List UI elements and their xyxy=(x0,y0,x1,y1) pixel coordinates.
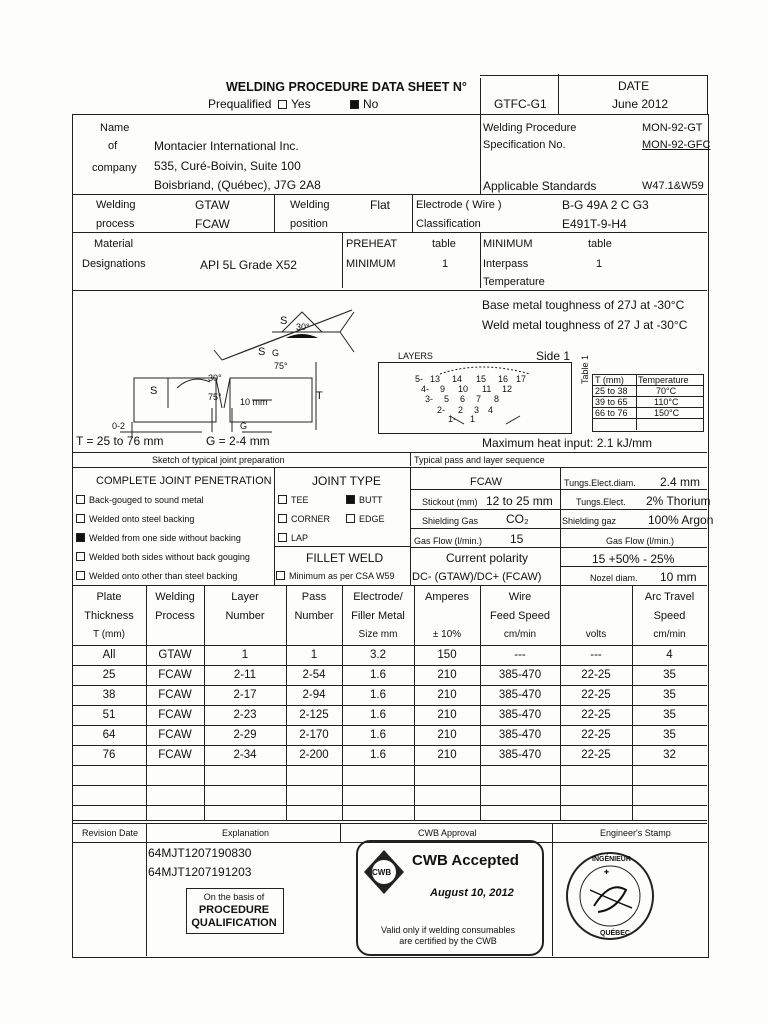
preheat-label-1: PREHEAT xyxy=(346,238,398,250)
wps-label-1: Welding Procedure xyxy=(483,122,577,134)
tungsten-elect-label: Tungs.Elect. xyxy=(576,497,626,507)
gap-range: G = 2-4 mm xyxy=(206,434,270,448)
penetration-option-1[interactable] xyxy=(76,495,204,505)
pass-14: 14 xyxy=(452,374,463,384)
nozzle-value: 10 mm xyxy=(660,570,697,584)
param-header-5-0: Amperes xyxy=(424,591,470,603)
penetration-option-4-label: Welded both sides without back gouging xyxy=(89,552,250,562)
tungsten-diam-value: 2.4 mm xyxy=(660,475,701,489)
name-label: Name xyxy=(100,122,130,134)
param-header-1-0: Welding xyxy=(155,591,195,603)
stickout-label: Stickout (mm) xyxy=(422,497,478,507)
param-cell-2-1: FCAW xyxy=(158,689,192,701)
pass-15: 15 xyxy=(476,374,487,384)
fillet-checkbox[interactable] xyxy=(276,571,285,580)
layer-2: 2- xyxy=(437,405,446,415)
pass-16: 16 xyxy=(498,374,509,384)
param-cell-5-3: 2-200 xyxy=(299,749,329,761)
cwb-date: August 10, 2012 xyxy=(430,887,514,899)
wps-label-2: Specification No. xyxy=(483,139,566,151)
param-cell-3-1: FCAW xyxy=(158,709,192,721)
penetration-option-2-label: Welded onto steel backing xyxy=(89,514,195,524)
param-cell-4-5: 210 xyxy=(437,729,457,741)
standards-value: W47.1&W59 xyxy=(642,180,704,192)
position-label-2: position xyxy=(290,218,328,230)
interpass-label-3: Temperature xyxy=(483,276,545,288)
temp-row-1-temp: 70°C xyxy=(656,386,677,396)
fcaw-gas-value: CO₂ xyxy=(506,512,529,526)
stickout-value: 12 to 25 mm xyxy=(486,494,553,508)
lap-label: LAP xyxy=(291,533,309,543)
param-cell-1-6: 385-470 xyxy=(498,669,542,681)
param-header-6-2: cm/min xyxy=(503,629,537,640)
layer-3: 3- xyxy=(425,394,434,404)
electrode-label-2: Classification xyxy=(416,218,481,230)
tee-checkbox[interactable] xyxy=(278,495,287,504)
penetration-option-5[interactable] xyxy=(76,571,237,581)
param-header-0-2: T (mm) xyxy=(92,629,126,640)
pass-10: 10 xyxy=(458,384,469,394)
side-label: Side 1 xyxy=(536,349,571,363)
interpass-value: 1 xyxy=(596,258,603,270)
param-cell-1-8: 35 xyxy=(663,669,676,681)
param-header-1-1: Process xyxy=(155,610,195,622)
layers-label: LAYERS xyxy=(398,351,433,361)
penetration-option-2[interactable] xyxy=(76,514,194,524)
thickness-range: T = 25 to 76 mm xyxy=(76,434,164,448)
param-header-7-2: volts xyxy=(585,629,607,640)
param-header-4-1: Filler Metal xyxy=(351,610,405,622)
prequalified-yes[interactable] xyxy=(278,97,311,111)
process-label-2: process xyxy=(96,218,135,230)
seal-bottom: QUÉBEC xyxy=(600,930,630,937)
param-header-8-2: cm/min xyxy=(653,629,686,640)
param-cell-5-8: 32 xyxy=(663,749,676,761)
fillet-minimum-label: Minimum as per CSA W59 xyxy=(289,571,395,581)
process-1: GTAW xyxy=(195,198,230,212)
interpass-label-1: MINIMUM xyxy=(483,238,533,250)
cwb-approval-label: CWB Approval xyxy=(418,828,477,838)
gap-g-label: G xyxy=(240,421,248,431)
param-cell-0-3: 1 xyxy=(310,649,318,661)
basis-line-3: QUALIFICATION xyxy=(191,917,277,929)
of-label: of xyxy=(108,140,118,152)
pass-7: 7 xyxy=(476,394,482,404)
temp-row-1-t: 25 to 38 xyxy=(595,386,628,396)
param-cell-2-6: 385-470 xyxy=(498,689,542,701)
param-cell-0-7: --- xyxy=(590,649,602,661)
reference-1: 64MJT1207190830 xyxy=(148,846,252,860)
base-metal-toughness: Base metal toughness of 27J at -30°C xyxy=(482,298,685,312)
param-header-2-1: Number xyxy=(225,610,265,622)
max-heat-input: Maximum heat input: 2.1 kJ/mm xyxy=(482,436,653,450)
symbol-g-label: G xyxy=(272,348,280,358)
polarity-label: Current polarity xyxy=(446,551,529,565)
param-cell-1-7: 22-25 xyxy=(581,669,611,681)
corner-label: CORNER xyxy=(291,514,331,524)
joint-butt[interactable] xyxy=(346,495,383,505)
fcaw-flow-label: Gas Flow (l/min.) xyxy=(414,536,483,546)
symbol-30-label: 30° xyxy=(296,322,310,332)
material-label-2: Designations xyxy=(82,258,146,270)
pass-5: 5 xyxy=(444,394,450,404)
param-cell-4-6: 385-470 xyxy=(498,729,542,741)
electrode-1: B-G 49A 2 C G3 xyxy=(562,198,649,212)
param-cell-0-6: --- xyxy=(514,649,526,661)
plate-s-label: S xyxy=(150,385,158,397)
process-label-1: Welding xyxy=(96,199,136,211)
symbol-75-label: 75° xyxy=(274,361,288,371)
yes-checkbox[interactable] xyxy=(278,100,287,109)
welding-parameters-table xyxy=(72,585,707,820)
gtaw-flow-value: 15 +50% - 25% xyxy=(592,552,675,566)
joint-type-title: JOINT TYPE xyxy=(312,474,381,488)
revision-date-label: Revision Date xyxy=(82,828,139,838)
table-1-label: Table 1 xyxy=(580,354,590,384)
param-header-6-1: Feed Speed xyxy=(490,610,550,622)
fcaw-gas-label: Shielding Gas xyxy=(422,516,479,526)
penetration-option-1-label: Back-gouged to sound metal xyxy=(89,495,204,505)
position-label-1: Welding xyxy=(290,199,330,211)
svg-text:✚: ✚ xyxy=(604,870,610,876)
param-cell-5-0: 76 xyxy=(102,749,116,761)
preheat-label-2: MINIMUM xyxy=(346,258,396,270)
bevel-30-label: 30° xyxy=(208,373,222,383)
preheat-value: 1 xyxy=(442,258,449,270)
param-header-8-1: Speed xyxy=(653,610,686,622)
param-cell-3-5: 210 xyxy=(437,709,457,721)
fcaw-title: FCAW xyxy=(470,476,502,488)
pass-8: 8 xyxy=(494,394,500,404)
nozzle-label: Nozel diam. xyxy=(590,573,638,583)
pass-6: 6 xyxy=(460,394,466,404)
land-10mm-label: 10 mm xyxy=(240,397,268,407)
pass-9: 9 xyxy=(440,384,446,394)
yes-label: Yes xyxy=(291,97,311,111)
sketch-caption-left: Sketch of typical joint preparation xyxy=(152,455,285,465)
pass-2: 2 xyxy=(458,405,464,415)
penetration-checkbox-1[interactable] xyxy=(76,495,85,504)
material-value: API 5L Grade X52 xyxy=(200,258,297,272)
param-cell-2-7: 22-25 xyxy=(581,689,611,701)
param-header-4-0: Electrode/ xyxy=(353,591,403,603)
penetration-checkbox-3[interactable] xyxy=(76,533,85,542)
penetration-checkbox-2[interactable] xyxy=(76,514,85,523)
pass-13: 13 xyxy=(430,374,441,384)
param-header-2-0: Layer xyxy=(231,591,259,603)
pass-1: 1 xyxy=(470,414,476,424)
param-cell-2-8: 35 xyxy=(663,689,676,701)
gtaw-gas-label: Shielding gaz xyxy=(562,516,617,526)
param-cell-3-7: 22-25 xyxy=(581,709,611,721)
layer-4: 4- xyxy=(421,384,430,394)
edge-checkbox[interactable] xyxy=(346,514,355,523)
pass-4: 4 xyxy=(488,405,494,415)
param-header-4-2: Size mm xyxy=(358,629,398,640)
param-cell-3-4: 1.6 xyxy=(370,709,386,721)
symbol-s2-label: S xyxy=(258,346,266,358)
param-cell-3-2: 2-23 xyxy=(233,709,257,721)
sketch-caption-right: Typical pass and layer sequence xyxy=(414,455,545,465)
fillet-weld-title: FILLET WELD xyxy=(306,551,384,565)
cwb-accepted: CWB Accepted xyxy=(412,852,519,869)
param-cell-4-8: 35 xyxy=(663,729,676,741)
butt-label: BUTT xyxy=(359,495,383,505)
param-header-8-0: Arc Travel xyxy=(644,591,695,603)
joint-corner[interactable] xyxy=(278,514,330,524)
param-cell-2-0: 38 xyxy=(102,689,116,701)
lap-checkbox[interactable] xyxy=(278,533,287,542)
no-checkbox[interactable] xyxy=(350,100,359,109)
param-cell-0-8: 4 xyxy=(666,649,673,661)
param-cell-1-3: 2-54 xyxy=(302,669,326,681)
penetration-option-4[interactable] xyxy=(76,552,250,562)
param-cell-2-5: 210 xyxy=(437,689,457,701)
plate-t-label: T xyxy=(316,390,323,402)
standards-label: Applicable Standards xyxy=(483,179,597,193)
no-label: No xyxy=(363,97,379,111)
param-header-3-0: Pass xyxy=(301,591,327,603)
pass-11: 11 xyxy=(482,384,492,394)
param-header-0-1: Thickness xyxy=(84,610,134,622)
param-cell-4-0: 64 xyxy=(102,729,116,741)
param-cell-3-8: 35 xyxy=(663,709,676,721)
pass-17: 17 xyxy=(516,374,527,384)
param-cell-1-5: 210 xyxy=(437,669,457,681)
weld-metal-toughness: Weld metal toughness of 27 J at -30°C xyxy=(482,318,688,332)
cwb-note-2: are certified by the CWB xyxy=(399,936,497,946)
param-header-6-0: Wire xyxy=(508,591,532,603)
param-header-3-1: Number xyxy=(294,610,334,622)
date-value: June 2012 xyxy=(612,97,669,111)
butt-checkbox[interactable] xyxy=(346,495,355,504)
process-2: FCAW xyxy=(195,217,230,231)
gtaw-flow-label: Gas Flow (l/min.) xyxy=(606,536,675,546)
param-cell-5-6: 385-470 xyxy=(498,749,542,761)
layer-5: 5- xyxy=(415,374,424,384)
corner-checkbox[interactable] xyxy=(278,514,287,523)
temp-row-2-t: 39 to 65 xyxy=(595,397,628,407)
penetration-title: COMPLETE JOINT PENETRATION xyxy=(96,475,272,487)
cwb-logo: CWB xyxy=(372,868,392,877)
pass-12: 12 xyxy=(502,384,513,394)
material-label-1: Material xyxy=(94,238,134,250)
joint-tee[interactable] xyxy=(278,495,309,505)
cwb-note-1: Valid only if welding consumables xyxy=(381,925,515,935)
symbol-s-label: S xyxy=(280,315,288,327)
param-cell-3-3: 2-125 xyxy=(299,709,329,721)
param-cell-5-2: 2-34 xyxy=(233,749,257,761)
company-address-1: 535, Curé-Boivin, Suite 100 xyxy=(154,159,301,173)
tee-label: TEE xyxy=(291,495,309,505)
param-cell-0-2: 1 xyxy=(241,649,249,661)
param-cell-5-1: FCAW xyxy=(158,749,192,761)
joint-lap[interactable] xyxy=(278,533,308,543)
electrode-label-1: Electrode ( Wire ) xyxy=(416,199,502,211)
penetration-checkbox-4[interactable] xyxy=(76,552,85,561)
company-address-2: Boisbriand, (Québec), J7G 2A8 xyxy=(154,178,321,192)
param-cell-3-0: 51 xyxy=(102,709,116,721)
tungsten-diam-label: Tungs.Elect.diam. xyxy=(564,478,636,488)
edge-label: EDGE xyxy=(359,514,385,524)
param-cell-4-3: 2-170 xyxy=(299,729,329,741)
preheat-table: table xyxy=(432,238,456,250)
sheet-title: WELDING PROCEDURE DATA SHEET N° xyxy=(226,80,467,94)
param-cell-4-7: 22-25 xyxy=(581,729,611,741)
position-value: Flat xyxy=(370,198,391,212)
param-cell-5-5: 210 xyxy=(437,749,457,761)
param-cell-3-6: 385-470 xyxy=(498,709,542,721)
param-cell-5-4: 1.6 xyxy=(370,749,386,761)
param-cell-2-4: 1.6 xyxy=(370,689,386,701)
param-cell-0-5: 150 xyxy=(437,649,457,661)
date-label: DATE xyxy=(618,79,650,93)
interpass-label-2: Interpass xyxy=(483,258,529,270)
param-cell-5-7: 22-25 xyxy=(581,749,611,761)
temp-row-3-temp: 150°C xyxy=(654,408,680,418)
penetration-option-3[interactable] xyxy=(76,533,241,543)
explanation-label: Explanation xyxy=(222,828,270,838)
penetration-option-5-label: Welded onto other than steel backing xyxy=(89,571,238,581)
bevel-75-label: 75° xyxy=(208,392,222,402)
gtaw-gas-value: 100% Argon xyxy=(648,513,714,527)
company-name: Montacier International Inc. xyxy=(154,139,299,153)
layer-1: 1- xyxy=(448,414,457,424)
reference-2: 64MJT1207191203 xyxy=(148,865,252,879)
pass-sequence-drawing xyxy=(410,356,550,428)
engineer-stamp-label: Engineer's Stamp xyxy=(600,828,671,838)
param-header-0-0: Plate xyxy=(96,591,122,603)
wps-number-2: MON-92-GFC xyxy=(642,139,711,151)
param-cell-1-2: 2-11 xyxy=(233,669,257,681)
fillet-minimum[interactable] xyxy=(276,571,395,581)
interpass-table: table xyxy=(588,238,612,250)
seal-text: INGÉNIEUR xyxy=(592,856,631,863)
temp-row-2-temp: 110°C xyxy=(654,397,679,407)
param-cell-0-1: GTAW xyxy=(158,649,192,661)
tungsten-elect-value: 2% Thorium xyxy=(646,494,711,508)
penetration-option-3-label: Welded from one side without backing xyxy=(89,533,241,543)
engineer-seal xyxy=(564,850,656,942)
param-cell-2-3: 2-94 xyxy=(302,689,326,701)
param-cell-1-4: 1.6 xyxy=(370,669,386,681)
pass-3: 3 xyxy=(474,405,480,415)
param-cell-4-4: 1.6 xyxy=(370,729,386,741)
temp-header-temp: Temperature xyxy=(638,375,689,385)
param-cell-1-1: FCAW xyxy=(158,669,192,681)
penetration-checkbox-5[interactable] xyxy=(76,571,85,580)
param-cell-1-0: 25 xyxy=(102,669,116,681)
fcaw-flow-value: 15 xyxy=(510,532,524,546)
wps-number-1: MON-92-GT xyxy=(642,122,703,134)
param-cell-0-4: 3.2 xyxy=(370,649,386,661)
joint-edge[interactable] xyxy=(346,514,385,524)
param-cell-2-2: 2-17 xyxy=(233,689,257,701)
param-header-5-2: ± 10% xyxy=(432,629,462,640)
basis-line-1: On the basis of xyxy=(203,892,265,902)
company-label: company xyxy=(92,162,137,174)
temp-header-t: T (mm) xyxy=(595,375,624,385)
root-face-label: 0-2 xyxy=(112,421,126,431)
prequalified-label: Prequalified xyxy=(208,97,272,111)
param-cell-0-0: All xyxy=(102,649,116,661)
temp-row-3-t: 66 to 76 xyxy=(595,408,628,418)
polarity-value: DC- (GTAW)/DC+ (FCAW) xyxy=(412,571,542,583)
prequalified-no[interactable] xyxy=(350,97,378,111)
param-cell-4-1: FCAW xyxy=(158,729,192,741)
electrode-2: E491T-9-H4 xyxy=(562,217,627,231)
param-cell-4-2: 2-29 xyxy=(233,729,257,741)
sheet-number: GTFC-G1 xyxy=(494,97,547,111)
basis-line-2: PROCEDURE xyxy=(198,904,270,916)
